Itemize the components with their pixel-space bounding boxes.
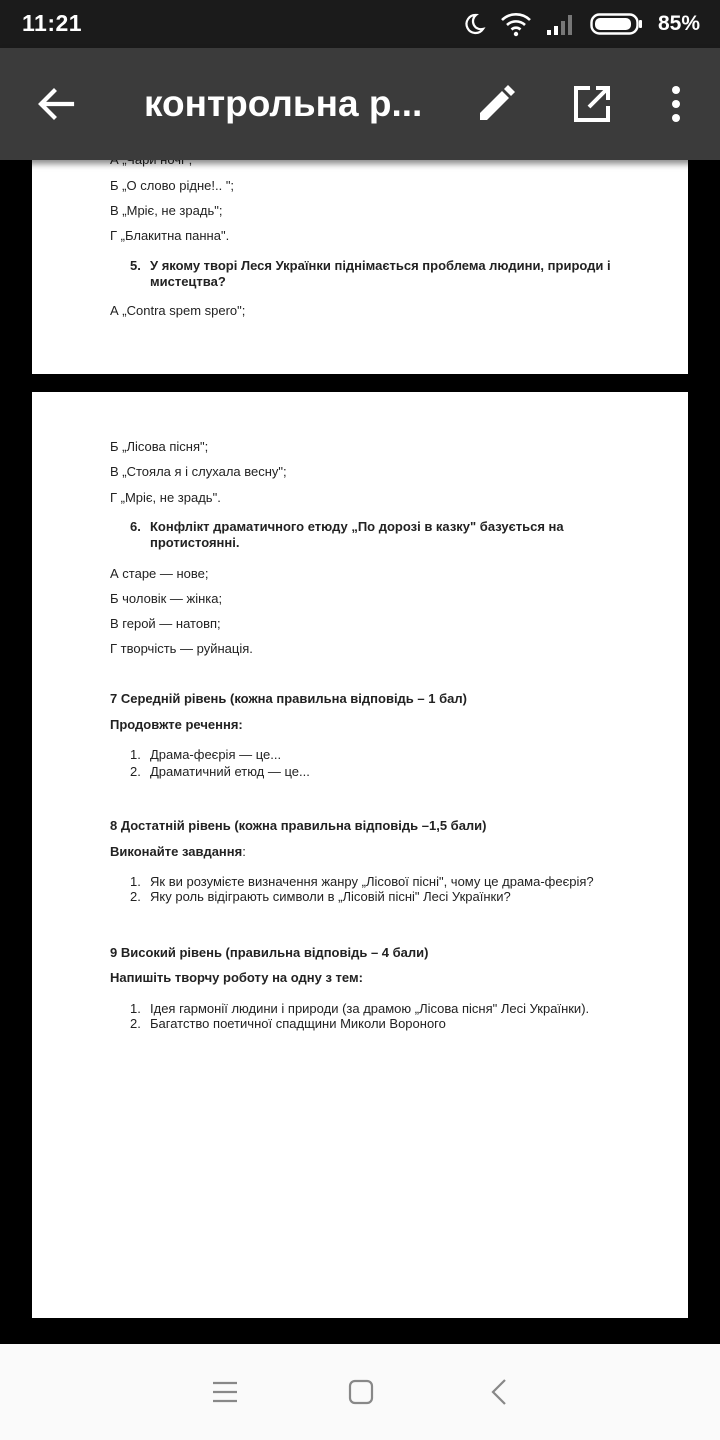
list-number: 2. (130, 764, 141, 779)
answer-option: Г „Мріє, не зрадь". (110, 490, 221, 505)
question-text: Конфлікт драматичного етюду „По дорозі в казку" базується на протистоянні. (150, 519, 564, 550)
wifi-icon (500, 11, 532, 37)
list-item (130, 764, 310, 779)
list-item (130, 874, 594, 889)
system-nav-bar (0, 1344, 720, 1440)
status-time: 11:21 (22, 10, 83, 36)
signal-icon (546, 12, 576, 36)
question-number: 6. (130, 519, 141, 534)
list-text: Драматичний етюд — це... (150, 764, 310, 779)
list-text: Багатство поетичної спадщини Миколи Вороного (150, 1016, 446, 1031)
instruction-text: Виконайте завдання (110, 844, 243, 859)
answer-option: Г творчість — руйнація. (110, 641, 253, 656)
menu-lines-icon[interactable] (211, 1378, 239, 1406)
list-text: Ідея гармонії людини і природи (за драмою „Лісова пісня" Лесі Українки). (150, 1001, 590, 1016)
answer-option: Б „О слово рідне!.. "; (110, 178, 235, 193)
moon-icon (462, 12, 486, 36)
section-9-title: 9 Високий рівень (правильна відповідь – 4 бали) (110, 945, 429, 960)
status-icons (462, 10, 700, 38)
app-bar (0, 48, 720, 160)
list-item (130, 747, 281, 762)
list-text: Як ви розумієте визначення жанру „Лісової пісні", чому це драма-феєрія? (150, 874, 594, 889)
list-item (130, 1001, 589, 1016)
list-number: 1. (130, 874, 141, 889)
list-number: 1. (130, 747, 141, 762)
answer-option: В „Мріє, не зрадь"; (110, 203, 223, 218)
answer-option: Г „Блакитна панна". (110, 228, 230, 243)
list-item (130, 889, 511, 904)
answer-option: Б чоловік — жінка; (110, 591, 223, 606)
home-square-icon[interactable] (347, 1378, 375, 1406)
battery-percent: 85% (657, 12, 700, 35)
list-item (130, 1016, 446, 1031)
answer-option: В герой — натовп; (110, 616, 221, 631)
list-number: 2. (130, 1016, 141, 1031)
list-number: 1. (130, 1001, 141, 1016)
more-vert-icon[interactable] (664, 82, 688, 126)
answer-option: Б „Лісова пісня"; (110, 439, 209, 454)
question-text: У якому творі Леся Українки піднімається проблема людини, природи і мистецтва? (150, 258, 611, 289)
list-text: Яку роль відіграють символи в „Лісовій пісні" Лесі Українки? (150, 889, 511, 904)
document-title: контрольна р... (144, 83, 423, 124)
document-page-2[interactable] (32, 392, 688, 1318)
edit-pencil-icon[interactable] (474, 82, 518, 126)
open-external-icon[interactable] (570, 82, 614, 126)
battery-icon (590, 12, 644, 36)
back-arrow-icon[interactable] (34, 82, 78, 126)
list-text: Драма-феєрія — це... (150, 747, 282, 762)
answer-option: В „Стояла я і слухала весну"; (110, 464, 287, 479)
question-number: 5. (130, 258, 141, 273)
answer-option: А „Contra spem spero"; (110, 303, 246, 318)
question-6 (130, 519, 630, 551)
section-9-instruction: Напишіть творчу роботу на одну з тем: (110, 970, 363, 985)
question-5 (130, 258, 630, 290)
back-chevron-icon[interactable] (486, 1378, 514, 1406)
document-page-1[interactable] (32, 130, 688, 374)
section-8-instruction (110, 844, 246, 859)
list-number: 2. (130, 889, 141, 904)
section-8-title: 8 Достатній рівень (кожна правильна відповідь –1,5 бали) (110, 818, 487, 833)
section-7-instruction: Продовжте речення: (110, 717, 243, 732)
status-bar (0, 0, 720, 48)
instruction-colon: : (242, 844, 246, 859)
section-7-title: 7 Середній рівень (кожна правильна відповідь – 1 бал) (110, 691, 467, 706)
answer-option: А старе — нове; (110, 566, 209, 581)
